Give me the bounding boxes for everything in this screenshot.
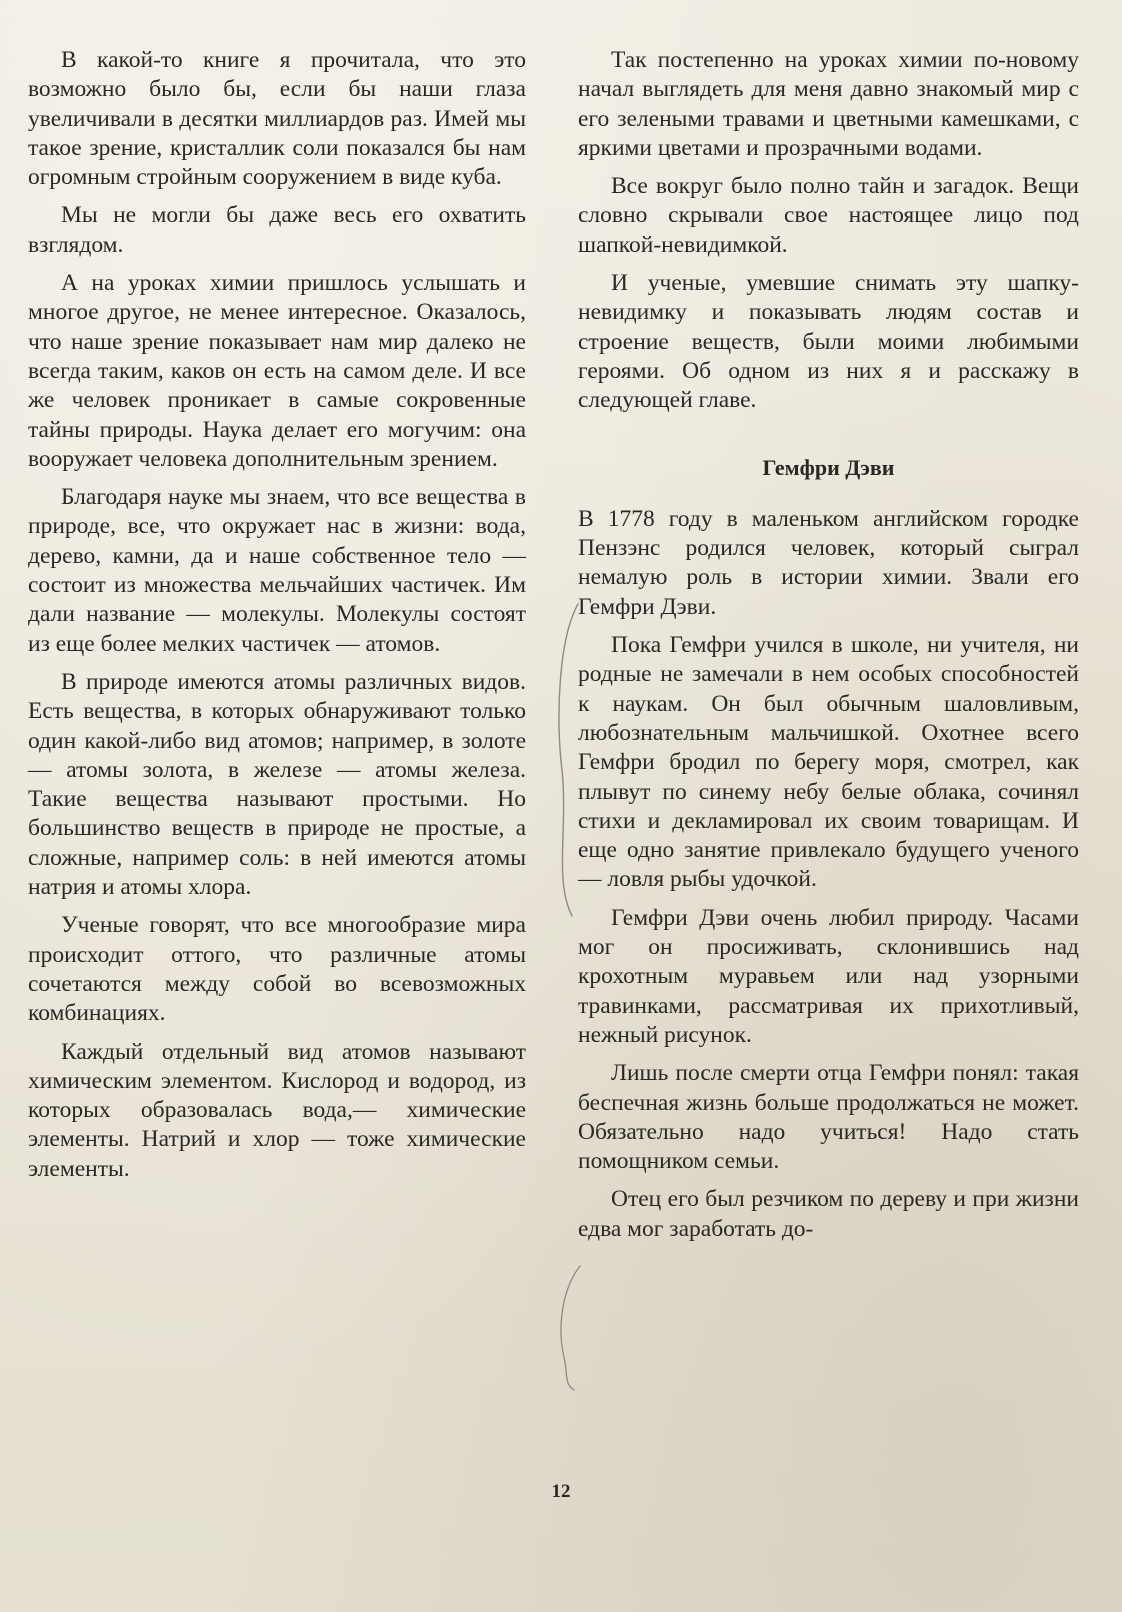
paragraph: Ученые говорят, что все многообразие мира происходит оттого, что различные атомы сочетаются между собой во всевозможных комбинациях. (28, 912, 526, 1027)
paragraph: Лишь после смерти отца Гемфри понял: такая беспечная жизнь больше продолжаться не может. Обязательно надо учиться! Надо стать помощником семьи. (578, 1060, 1079, 1175)
paragraph: Мы не могли бы даже весь его охватить взглядом. (28, 202, 526, 258)
paragraph: В природе имеются атомы различных видов. Есть вещества, в которых обнаруживают только один какой-либо вид атомов; например, в золоте — атомы золота, в железе — атомы железа. Такие вещества называют простыми. Но большинство веществ в природе не простые, а сложные, например соль: в ней имеются атомы натрия и атомы хлора. (28, 668, 526, 901)
right-column (578, 46, 1079, 1244)
paragraph: Пока Гемфри учился в школе, ни учителя, ни родные не замечали в нем особых способностей к наукам. Он был обычным шаловливым, любознательным мальчишкой. Охотнее всего Гемфри бродил по берегу моря, смотрел, как плывут по синему небу белые облака, сочинял стихи и декламировал их своим товарищам. И еще одно занятие привлекало будущего ученого — ловля рыбы удочкой. (578, 632, 1079, 893)
paragraph: В 1778 году в маленьком английском городке Пензэнс родился человек, который сыграл немалую роль в истории химии. Звали его Гемфри Дэви. (578, 505, 1079, 620)
paragraph: Гемфри Дэви очень любил природу. Часами мог он просиживать, склонившись над крохотным муравьем или над узорными травинками, рассматривая их прихотливый, нежный рисунок. (578, 904, 1079, 1048)
paragraph: Все вокруг было полно тайн и загадок. Вещи словно скрывали свое настоящее лицо под шапкой-невидимкой. (578, 173, 1079, 258)
paragraph: Так постепенно на уроках химии по-новому начал выглядеть для меня давно знакомый мир с его зелеными травами и цветными камешками, с яркими цветами и прозрачными водами. (578, 47, 1079, 161)
left-column (28, 46, 526, 1184)
paragraph: В какой-то книге я прочитала, что это возможно было бы, если бы наши глаза увеличивали в десятки миллиардов раз. Имей мы такое зрение, кристаллик соли показался бы нам огромным стройным сооружением в виде куба. (28, 47, 526, 191)
section-heading: Гемфри Дэви (762, 454, 895, 480)
page-number: 12 (551, 1481, 571, 1502)
paragraph: Отец его был резчиком по дереву и при жизни едва мог заработать до- (578, 1186, 1079, 1242)
pencil-bracket-mark (552, 1262, 588, 1392)
paragraph: Каждый отдельный вид атомов называют химическим элементом. Кислород и водород, из которых образовалась вода,— химические элементы. Натрий и хлор — тоже химические элементы. (28, 1038, 526, 1182)
paragraph: А на уроках химии пришлось услышать и многое другое, не менее интересное. Оказалось, что наше зрение показывает нам мир далеко не всегда таким, каков он есть на самом деле. И все же человек проникает в самые сокровенные тайны природы. Наука делает его могучим: она вооружает человека дополнительным зрением. (28, 270, 526, 472)
paragraph: Благодаря науке мы знаем, что все вещества в природе, все, что окружает нас в жизни: вода, дерево, камни, да и наше собственное тело — состоит из множества мельчайших частичек. Им дали название — молекулы. Молекулы состоят из еще более мелких частичек — атомов. (28, 484, 526, 657)
paragraph: И ученые, умевшие снимать эту шапку-невидимку и показывать людям состав и строение веществ, были моими любимыми героями. Об одном из них я и расскажу в следующей главе. (578, 270, 1079, 414)
